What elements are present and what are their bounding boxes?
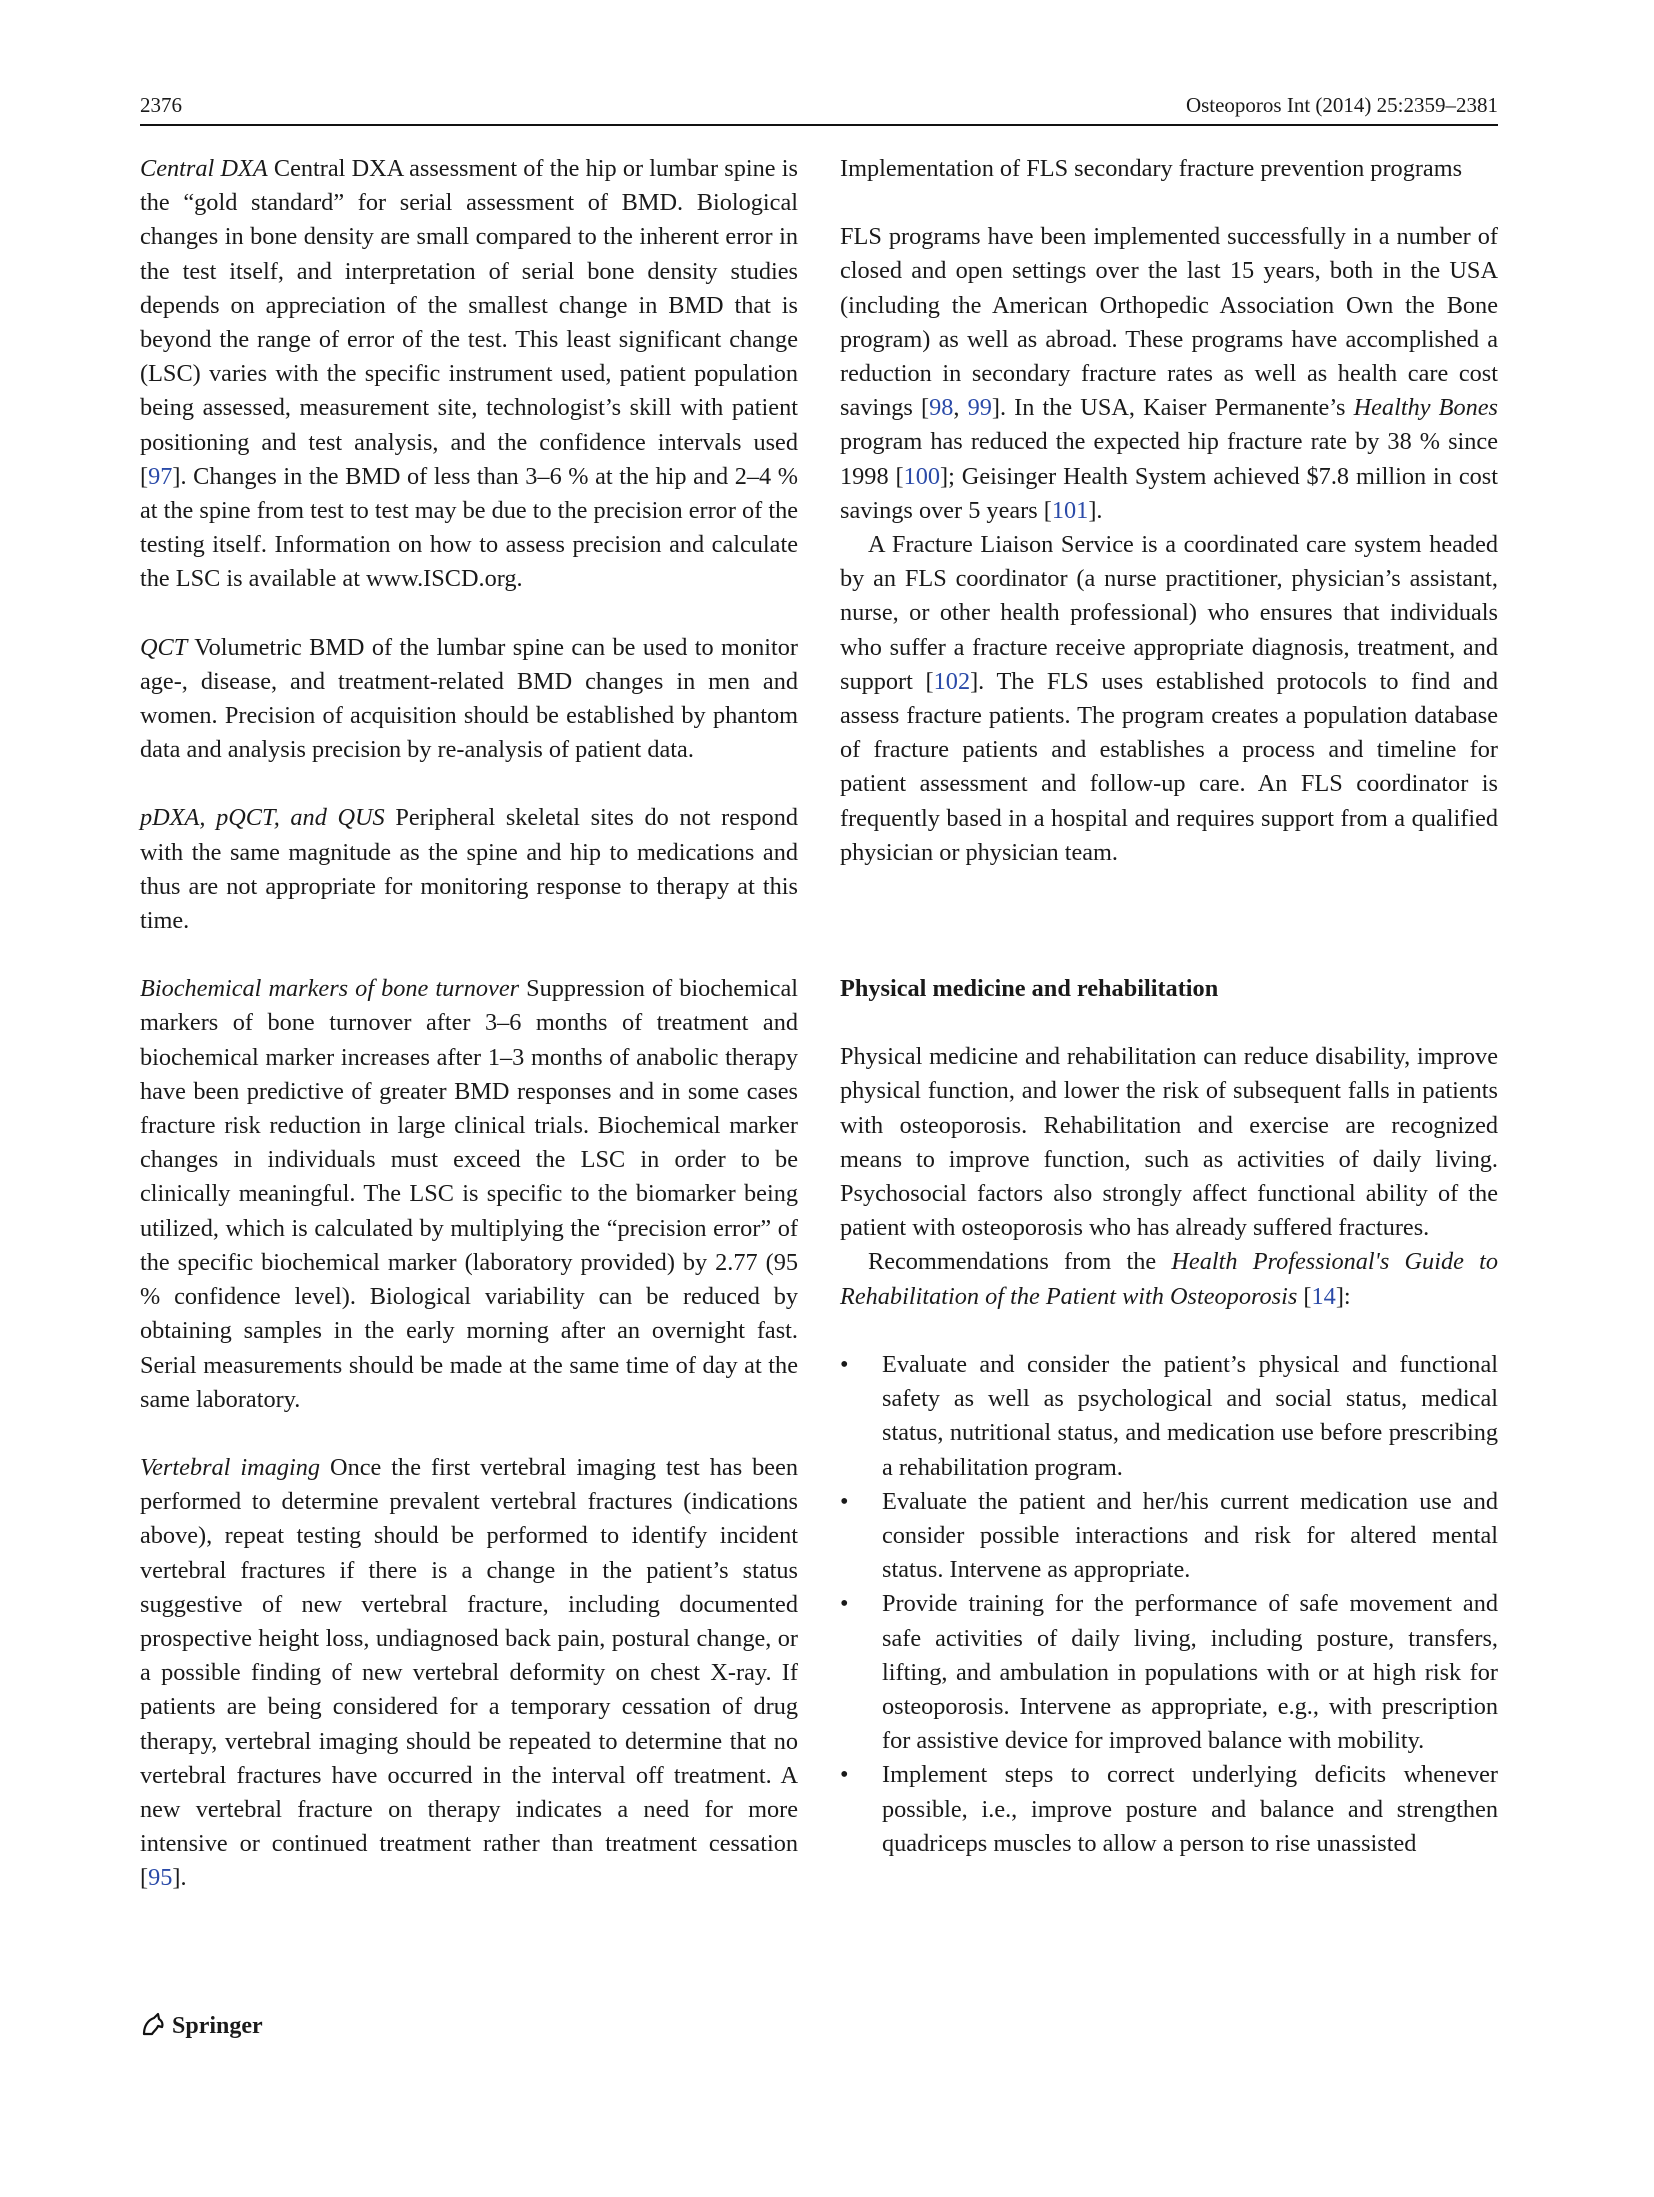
list-item: • Evaluate the patient and her/his current medication use and consider possible interactions and risk for altered mental status. Intervene as appropriate.	[840, 1485, 1498, 1588]
run-in-heading: QCT	[140, 633, 188, 661]
bullet-icon: •	[840, 1350, 849, 1378]
recommendation-list	[840, 1348, 1498, 1861]
paragraph-fls-programs: FLS programs have been implemented successfully in a number of closed and open settings over the last 15 years, both in the USA (including the American Orthopedic Association Own the Bone program) as well as abroad. These programs have accomplished a reduction in secondary fracture rates as well as health care cost savings [98, 99]. In the USA, Kaiser Permanente’s Healthy Bones program has reduced the expected hip fracture rate by 38 % since 1998 [100]; Geisinger Health System achieved $7.8 million in cost savings over 5 years [101].	[840, 223, 1498, 524]
citation-link[interactable]: 98	[929, 394, 954, 422]
section-heading-rehabilitation: Physical medicine and rehabilitation	[840, 975, 1219, 1003]
left-column	[140, 152, 798, 1896]
paragraph-biochemical-markers: Biochemical markers of bone turnover Suppression of biochemical markers of bone turnover after 3–6 months of treatment and biochemical marker increases after 1–3 months of anabolic therapy have been predictive of greater BMD responses and in some cases fracture risk reduction in large clinical trials. Biochemical marker changes in individuals must exceed the LSC in order to be clinically meaningful. The LSC is specific to the biomarker being utilized, which is calculated by multiplying the “precision error” of the specific biochemical marker (laboratory provided) by 2.77 (95 % confidence level). Biological variability can be reduced by obtaining samples in the early morning after an overnight fast. Serial measurements should be made at the same time of day at the same laboratory.	[140, 975, 798, 1413]
paragraph-qct: QCT Volumetric BMD of the lumbar spine can be used to monitor age-, disease, and treatment-related BMD changes in men and women. Precision of acquisition should be established by phantom data and analysis precision by re-analysis of patient data.	[140, 633, 798, 764]
paragraph-fls-definition: A Fracture Liaison Service is a coordinated care system headed by an FLS coordinator (a nurse practitioner, physician’s assistant, nurse, or other health professional) who ensures that individuals who suffer a fracture receive appropriate diagnosis, treatment, and support [102]. The FLS uses established protocols to find and assess fracture patients. The program creates a population database of fracture patients and establishes a process and timeline for patient assessment and follow-up care. An FLS coordinator is frequently based in a hospital and requires support from a qualified physician or physician team.	[840, 531, 1498, 866]
citation-link[interactable]: 95	[148, 1864, 173, 1892]
citation-link[interactable]: 99	[967, 394, 992, 422]
paragraph-peripheral: pDXA, pQCT, and QUS Peripheral skeletal sites do not respond with the same magnitude as the spine and hip to medications and thus are not appropriate for monitoring response to therapy at this time.	[140, 804, 799, 935]
paragraph-vertebral-imaging: Vertebral imaging Once the first vertebral imaging test has been performed to determine prevalent vertebral fractures (indications above), repeat testing should be performed to identify incident vertebral fractures if there is a change in the patient’s status suggestive of new vertebral fracture, including documented prospective height loss, undiagnosed back pain, postural change, or a possible finding of new vertebral deformity on chest X-ray. If patients are being considered for a temporary cessation of drug therapy, vertebral imaging should be repeated to determine that no vertebral fractures have occurred in the interval off treatment. A new vertebral fracture on therapy indicates a need for more intensive or continued treatment rather than treatment cessation [95].	[140, 1453, 799, 1892]
right-column	[840, 152, 1498, 1861]
citation-link[interactable]: 101	[1051, 496, 1089, 524]
citation-link[interactable]: 14	[1311, 1282, 1336, 1310]
run-in-heading: Biochemical markers of bone turnover	[140, 975, 520, 1003]
citation-link[interactable]: 100	[903, 462, 941, 490]
publisher-name: Springer	[172, 2013, 263, 2039]
list-item: • Provide training for the performance of safe movement and safe activities of daily living, including posture, transfers, lifting, and ambulation in populations with or at high risk for osteoporosis. Intervene as appropriate, e.g., with prescription for assistive device for improved balance with mobility.	[840, 1587, 1498, 1758]
paragraph-rehabilitation: Physical medicine and rehabilitation can reduce disability, improve physical function, and lower the risk of subsequent falls in patients with osteoporosis. Rehabilitation and exercise are recognized means to improve function, such as activities of daily living. Psychosocial factors also strongly affect functional ability of the patient with osteoporosis who has already suffered fractures.	[840, 1043, 1498, 1242]
publisher-logo	[140, 2010, 263, 2042]
list-item: • Implement steps to correct underlying deficits whenever possible, i.e., improve posture and balance and strengthen quadriceps muscles to allow a person to rise unassisted	[840, 1758, 1498, 1861]
paragraph-central-dxa: Central DXA Central DXA assessment of the hip or lumbar spine is the “gold standard” for serial assessment of BMD. Biological changes in bone density are small compared to the inherent error in the test itself, and interpretation of serial bone density studies depends on appreciation of the smallest change in BMD that is beyond the range of error of the test. This least significant change (LSC) varies with the specific instrument used, patient population being assessed, measurement site, technologist’s skill with patient positioning and test analysis, and the confidence intervals used [97]. Changes in the BMD of less than 3–6 % at the hip and 2–4 % at the spine from test to test may be due to the precision error of the testing itself. Information on how to assess precision and calculate the LSC is available at www.ISCD.org.	[140, 155, 799, 593]
run-in-heading: Central DXA	[140, 155, 268, 182]
citation-link[interactable]: 97	[148, 462, 173, 490]
section-heading-fls: Implementation of FLS secondary fracture prevention programs	[840, 155, 1463, 182]
run-in-heading: Vertebral imaging	[140, 1453, 321, 1481]
running-head	[140, 88, 1498, 126]
run-in-heading: pDXA, pQCT, and QUS	[140, 804, 385, 832]
bullet-icon: •	[840, 1487, 849, 1515]
page-number: 2376	[140, 93, 182, 117]
citation-link[interactable]: 102	[933, 667, 971, 695]
list-item: • Evaluate and consider the patient’s physical and functional safety as well as psychological and social status, medical status, nutritional status, and medication use before prescribing a rehabilitation program.	[840, 1348, 1498, 1485]
journal-citation: Osteoporos Int (2014) 25:2359–2381	[1185, 93, 1498, 117]
paragraph-recommendations: Recommendations from the Health Professional's Guide to Rehabilitation of the Patient with Osteoporosis [14]:	[840, 1248, 1498, 1310]
bullet-icon: •	[840, 1590, 849, 1618]
bullet-icon: •	[840, 1761, 849, 1789]
springer-horse-icon	[140, 2012, 166, 2038]
